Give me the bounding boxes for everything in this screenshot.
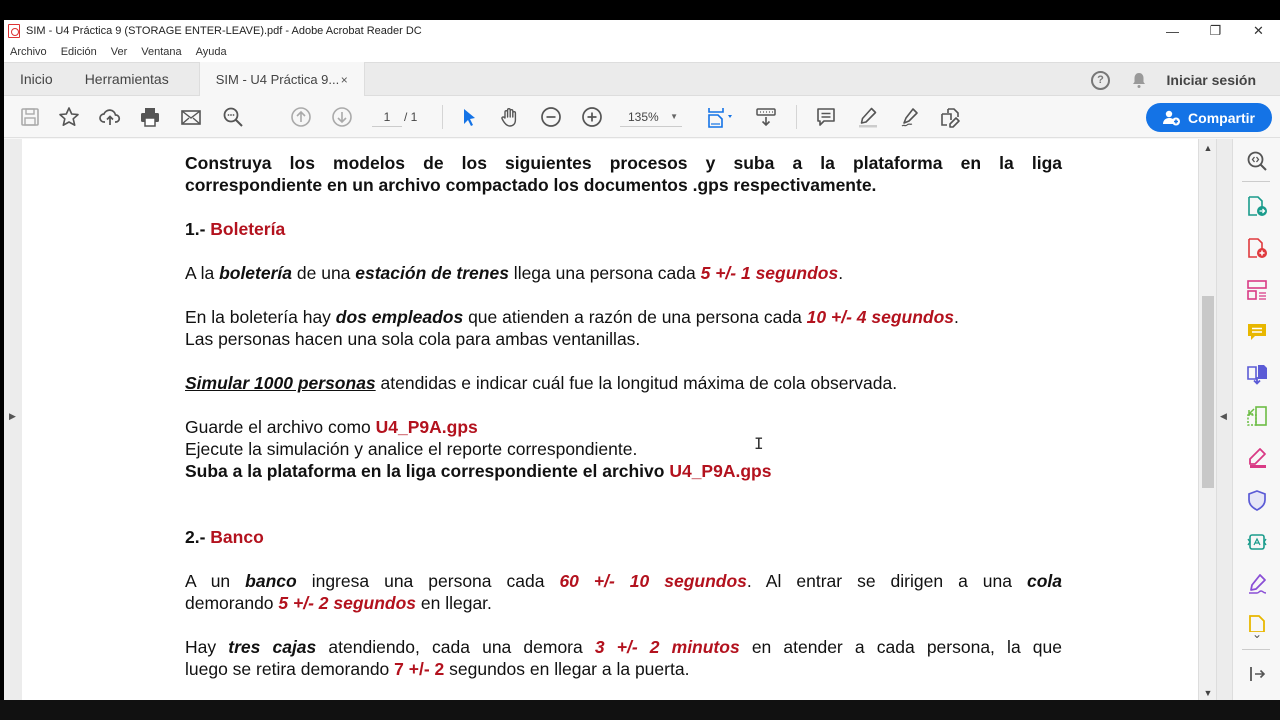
- zoom-search-tool[interactable]: [1245, 149, 1269, 173]
- zoom-in-icon: [581, 106, 603, 128]
- toolbar-divider: [796, 105, 797, 129]
- scan-tool[interactable]: [1245, 530, 1269, 554]
- read-mode-icon: [755, 106, 777, 128]
- chevron-down-icon: ⌄: [1251, 627, 1263, 641]
- menu-bar: [4, 42, 1280, 62]
- chevron-right-icon: ▶: [9, 411, 16, 421]
- select-arrow-icon: [458, 106, 480, 128]
- tab-document[interactable]: [199, 62, 365, 97]
- page-up-icon: [290, 106, 312, 128]
- comment-tool[interactable]: [1245, 320, 1269, 344]
- chevron-down-icon: ▼: [670, 112, 678, 121]
- sign-icon: [898, 106, 920, 128]
- fill-sign-tool[interactable]: [1245, 446, 1269, 470]
- title-bar: [4, 20, 1280, 42]
- zoom-out-icon: [540, 106, 562, 128]
- fit-page-button[interactable]: [704, 106, 738, 128]
- comment-button[interactable]: [814, 106, 838, 128]
- search-icon: [222, 106, 244, 128]
- s2-paragraph-2b: luego se retira demorando 7 +/- 2 segundos en llegar a la puerta.: [185, 659, 690, 679]
- help-button[interactable]: [1091, 70, 1111, 90]
- organize-pages-icon: [1246, 279, 1268, 301]
- combine-files-icon: [1246, 363, 1268, 385]
- protect-tool[interactable]: [1245, 488, 1269, 512]
- sign-button[interactable]: [897, 106, 921, 128]
- collapse-panel-icon: [1246, 663, 1268, 685]
- highlight-icon: [857, 106, 879, 128]
- minimize-button[interactable]: —: [1166, 23, 1179, 39]
- s1-paragraph-3: Las personas hacen una sola cola para ambas ventanillas.: [185, 329, 641, 349]
- expand-tools-button[interactable]: [1245, 627, 1269, 641]
- upload-cloud-icon: [99, 106, 121, 128]
- scroll-down-icon[interactable]: ▼: [1203, 688, 1213, 698]
- toolbar-divider: [442, 105, 443, 129]
- collapse-panel-button[interactable]: [1245, 662, 1269, 686]
- upload-button[interactable]: [98, 106, 122, 128]
- acrobat-window: [4, 20, 1280, 700]
- zoom-level-dropdown[interactable]: [620, 107, 682, 127]
- tab-row-right: [1091, 63, 1280, 97]
- page-down-button[interactable]: [330, 106, 354, 128]
- bookmark-button[interactable]: [57, 106, 81, 128]
- menu-archivo[interactable]: Archivo: [10, 46, 47, 58]
- section-2-heading: 2.- Banco: [185, 527, 264, 547]
- scroll-up-icon[interactable]: ▲: [1203, 143, 1213, 153]
- close-tab-icon[interactable]: ×: [340, 72, 348, 87]
- acrobat-app-icon: [8, 24, 20, 38]
- request-signature-tool[interactable]: [1245, 572, 1269, 596]
- section-1-heading: 1.- Boletería: [185, 219, 286, 239]
- email-button[interactable]: [179, 106, 203, 128]
- highlight-button[interactable]: [856, 106, 880, 128]
- read-mode-button[interactable]: [754, 106, 778, 128]
- fill-sign-icon: [1246, 447, 1268, 469]
- s1-paragraph-7: Suba a la plataforma en la liga correspondiente el archivo U4_P9A.gps: [185, 461, 772, 481]
- create-pdf-icon: [1246, 237, 1268, 259]
- page-down-icon: [331, 106, 353, 128]
- tools-pane: [1232, 139, 1280, 700]
- zoom-out-button[interactable]: [539, 106, 563, 128]
- export-pdf-icon: [1246, 195, 1268, 217]
- fit-page-icon: [706, 106, 736, 128]
- window-title: SIM - U4 Práctica 9 (STORAGE ENTER-LEAVE).pdf - Adobe Acrobat Reader DC: [26, 25, 422, 37]
- window-controls: [1151, 20, 1280, 42]
- page-total: / 1: [404, 110, 418, 124]
- pdf-page: [22, 139, 1198, 700]
- compress-tool[interactable]: [1245, 404, 1269, 428]
- help-icon: ?: [1091, 71, 1110, 90]
- s2-paragraph-1b: demorando 5 +/- 2 segundos en llegar.: [185, 593, 492, 613]
- close-window-button[interactable]: ✕: [1253, 23, 1264, 38]
- organize-pages-tool[interactable]: [1245, 278, 1269, 302]
- tab-herramientas[interactable]: Herramientas: [84, 71, 169, 87]
- zoom-search-icon: [1246, 150, 1268, 172]
- tab-document-label: SIM - U4 Práctica 9...: [215, 72, 340, 87]
- panel-divider: [1242, 649, 1270, 650]
- menu-edicion[interactable]: Edición: [60, 46, 97, 58]
- protect-icon: [1246, 489, 1268, 511]
- chevron-left-icon: ◀: [1220, 411, 1227, 421]
- document-area: [4, 139, 1198, 700]
- request-signature-icon: [1246, 573, 1268, 595]
- print-icon: [139, 106, 161, 128]
- compress-icon: [1246, 405, 1268, 427]
- print-button[interactable]: [138, 106, 162, 128]
- bell-icon: [1130, 71, 1148, 89]
- panel-divider: [1242, 181, 1270, 182]
- select-tool-button[interactable]: [457, 106, 481, 128]
- share-label: Compartir: [1188, 109, 1255, 126]
- s1-paragraph-1: A la boletería de una estación de trenes llega una persona cada 5 +/- 1 segundos.: [185, 263, 844, 283]
- text-cursor-icon: I: [754, 434, 764, 453]
- edit-pdf-icon: [939, 106, 961, 128]
- s2-paragraph-1: A un banco ingresa una persona cada 60 +/- 10 segundos. Al entrar se dirigen a una cola: [185, 571, 1063, 591]
- page-up-button[interactable]: [289, 106, 313, 128]
- intro-line-2: correspondiente en un archivo compactado los documentos .gps respectivamente.: [185, 175, 877, 195]
- create-pdf-tool[interactable]: [1245, 236, 1269, 260]
- search-button[interactable]: [221, 106, 245, 128]
- save-icon: [19, 106, 41, 128]
- vertical-scrollbar[interactable]: [1198, 139, 1216, 700]
- hand-icon: [499, 106, 521, 128]
- restore-button[interactable]: ❐: [1209, 23, 1222, 38]
- bookmark-star-icon: [58, 106, 80, 128]
- scrollbar-thumb[interactable]: [1202, 296, 1214, 488]
- s1-paragraph-4: Simular 1000 personas atendidas e indicar cuál fue la longitud máxima de cola observada.: [185, 373, 898, 393]
- s2-paragraph-2: Hay tres cajas atendiendo, cada una demora 3 +/- 2 minutos en atender a cada persona, la que: [185, 637, 1062, 657]
- left-panel-toggle[interactable]: [4, 139, 22, 700]
- comment-icon: [815, 106, 837, 128]
- hand-tool-button[interactable]: [498, 106, 522, 128]
- zoom-in-button[interactable]: [580, 106, 604, 128]
- email-icon: [180, 106, 202, 128]
- s1-paragraph-5: Guarde el archivo como U4_P9A.gps: [185, 417, 478, 437]
- toolbar: [4, 96, 1280, 138]
- share-button[interactable]: [1146, 103, 1272, 132]
- sign-in-link[interactable]: Iniciar sesión: [1166, 72, 1256, 88]
- menu-ayuda[interactable]: Ayuda: [195, 46, 227, 58]
- save-button[interactable]: [18, 106, 42, 128]
- intro-line-1: Construya los modelos de los siguientes procesos y suba a la plataforma en la liga: [185, 153, 1062, 173]
- scan-icon: [1246, 531, 1268, 553]
- add-user-icon: [1163, 110, 1181, 126]
- tab-row: [4, 62, 1280, 96]
- zoom-level-value: 135%: [628, 110, 659, 124]
- pdf-content: [185, 152, 1062, 680]
- right-panel-toggle[interactable]: [1216, 139, 1232, 700]
- taskbar: [0, 700, 1280, 720]
- edit-pdf-button[interactable]: [938, 106, 962, 128]
- notifications-button[interactable]: [1129, 70, 1149, 90]
- export-pdf-tool[interactable]: [1245, 194, 1269, 218]
- page-number-input[interactable]: 1: [372, 107, 402, 127]
- menu-ventana[interactable]: Ventana: [141, 46, 182, 58]
- s1-paragraph-6: Ejecute la simulación y analice el reporte correspondiente.: [185, 439, 638, 459]
- combine-files-tool[interactable]: [1245, 362, 1269, 386]
- s1-paragraph-2: En la boletería hay dos empleados que atienden a razón de una persona cada 10 +/- 4 segundos.: [185, 307, 959, 327]
- menu-ver[interactable]: Ver: [110, 46, 128, 58]
- tab-inicio[interactable]: Inicio: [20, 71, 53, 87]
- comment-icon: [1246, 321, 1268, 343]
